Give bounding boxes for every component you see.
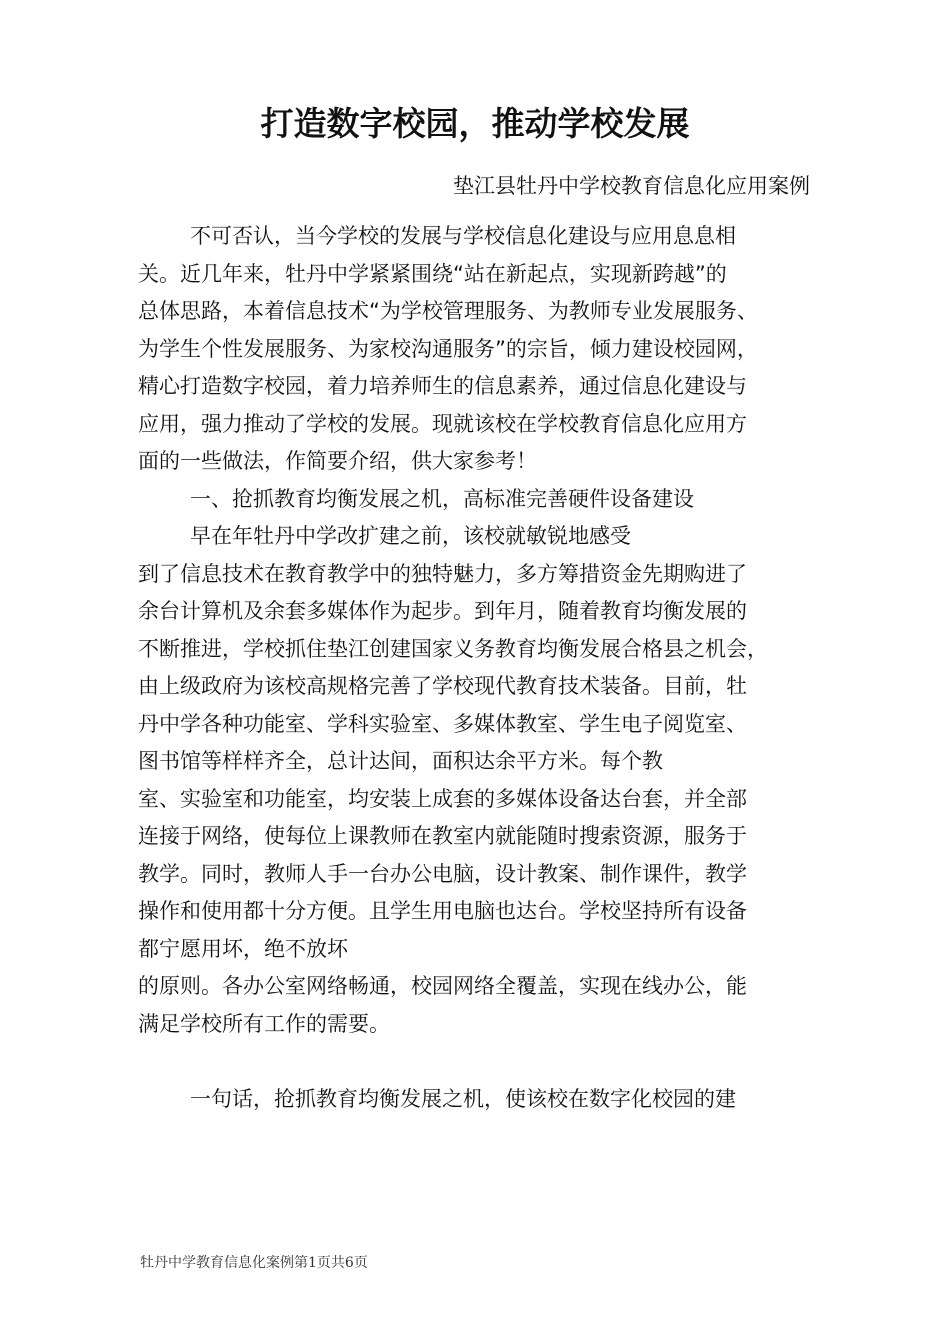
paragraph-line: 关。近几年来，牡丹中学紧紧围绕“站在新起点，实现新跨越”的	[138, 261, 727, 286]
paragraph-line: 由上级政府为该校高规格完善了学校现代教育技术装备。目前，牡	[138, 674, 747, 698]
paragraph-line: 操作和使用都十分方便。且学生用电脑也达台。学校坚持所有设备	[138, 899, 747, 923]
paragraph-line: 应用，强力推动了学校的发展。现就该校在学校教育信息化应用方	[138, 411, 747, 436]
paragraph-line: 满足学校所有工作的需要。	[138, 1011, 390, 1036]
section-heading: 一、抢抓教育均衡发展之机，高标准完善硬件设备建设	[190, 486, 694, 511]
paragraph-line: 余台计算机及余套多媒体作为起步。到年月，随着教育均衡发展的	[138, 599, 747, 623]
paragraph-line: 不断推进，学校抓住垫江创建国家义务教育均衡发展合格县之机会，	[138, 636, 768, 661]
document-title: 打造数字校园，推动学校发展	[260, 104, 690, 143]
paragraph-line: 室、实验室和功能室，均安装上成套的多媒体设备达台套，并全部	[138, 786, 747, 811]
page-footer: 牡丹中学教育信息化案例第1页共6页	[140, 1255, 368, 1271]
paragraph-line: 图书馆等样样齐全，总计达间，面积达余平方米。每个教	[138, 749, 663, 773]
paragraph-line: 连接于网络，使每位上课教师在教室内就能随时搜索资源，服务于	[138, 824, 747, 848]
paragraph-line: 精心打造数字校园，着力培养师生的信息素养，通过信息化建设与	[138, 374, 747, 398]
paragraph-line: 到了信息技术在教育教学中的独特魅力，多方筹措资金先期购进了	[138, 561, 747, 586]
paragraph-line: 丹中学各种功能室、学科实验室、多媒体教室、学生电子阅览室、	[138, 711, 747, 736]
paragraph-line: 总体思路，本着信息技术“为学校管理服务、为教师专业发展服务、	[138, 299, 758, 323]
document-subtitle: 垫江县牡丹中学校教育信息化应用案例	[453, 174, 810, 198]
paragraph-line: 面的一些做法，作简要介绍，供大家参考！	[138, 449, 537, 473]
paragraph-line: 教学。同时，教师人手一台办公电脑，设计教案、制作课件，教学	[138, 861, 747, 886]
document-body	[138, 218, 838, 1119]
paragraph-line: 早在年牡丹中学改扩建之前，该校就敏锐地感受	[190, 524, 631, 548]
paragraph-line: 不可否认，当今学校的发展与学校信息化建设与应用息息相	[190, 224, 736, 248]
paragraph-line: 一句话，抢抓教育均衡发展之机，使该校在数字化校园的建	[190, 1087, 736, 1111]
paragraph-gap	[138, 1043, 838, 1081]
paragraph-line: 为学生个性发展服务、为家校沟通服务”的宗旨，倾力建设校园网，	[138, 336, 758, 361]
paragraph-line: 的原则。各办公室网络畅通，校园网络全覆盖，实现在线办公，能	[138, 974, 747, 998]
paragraph-line: 都宁愿用坏，绝不放坏	[138, 936, 348, 961]
